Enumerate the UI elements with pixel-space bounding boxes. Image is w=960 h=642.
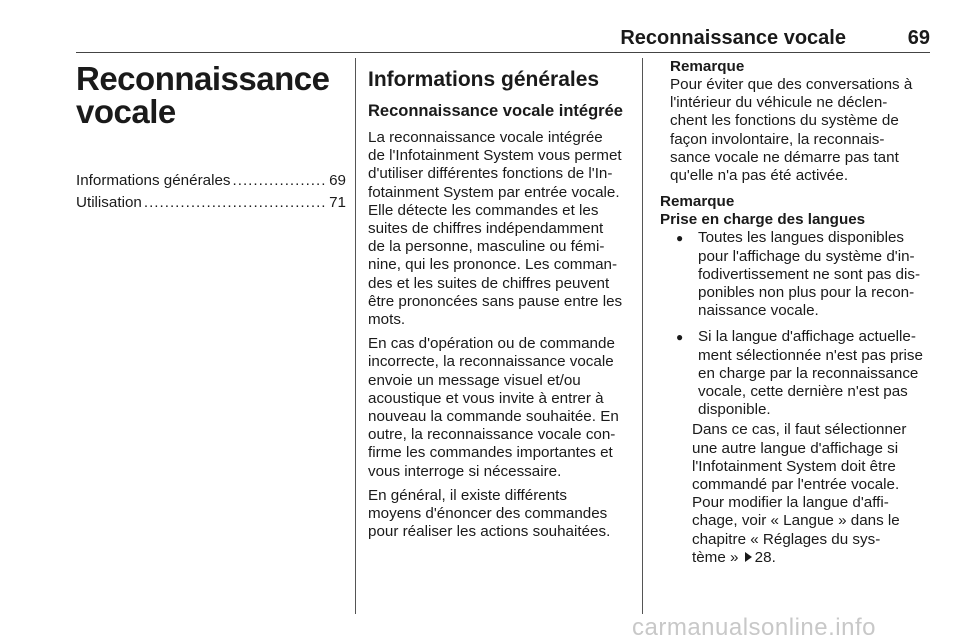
section-title: Informations générales [368,68,600,91]
watermark: carmanualsonline.info [632,614,876,641]
body-paragraph: La reconnaissance vocale intégrée de l'Infotainment System vous permet d'utiliser différentes fonctions de l'In- fotainment System par entrée vocale. Elle détecte les commandes et les suites de chiffres indépendamment de la personne, masculine ou fémi- nine, qui les prononce. Les comman- des et les suites de chiffres peuvent être prononcées sans pause entre les mots. [368,129,623,329]
note-subheading: Prise en charge des langues [660,211,866,229]
running-header-title: Reconnaissance vocale [620,27,846,49]
toc-entry-page: 71 [329,194,346,211]
middle-column [368,58,635,547]
bullet-icon: ● [676,330,684,345]
left-column [76,58,346,216]
column-divider-2 [642,58,643,614]
right-column [660,58,932,575]
note-text: Pour éviter que des conversations à l'intérieur du véhicule ne déclen- chent les fonctions du système de façon involontaire, la reconnais- sance vocale ne démarre pas tant qu'elle n'a pas été activée. [670,76,913,185]
chapter-title: Reconnaissance vocale [76,60,330,130]
toc-leader-dots [233,172,328,190]
body-paragraph: En général, il existe différents moyens d'énoncer des commandes pour réaliser les actions souhaitées. [368,486,611,541]
note-block [670,58,932,185]
note-block-languages [660,193,932,567]
toc-entry[interactable] [76,194,346,216]
toc-entry-page: 69 [329,172,346,189]
header-divider [76,52,930,53]
bullet-text: Toutes les langues disponibles pour l'affichage du système d'in- fodivertissement ne sont pas dis- ponibles non plus pour la recon- naissance vocale. [698,229,921,320]
bullet-item [670,328,932,419]
table-of-contents [76,172,346,216]
bullet-text: Si la langue d'affichage actuelle- ment sélectionnée n'est pas prise en charge par la reconnaissance vocale, cette dernière n'est pas disponible. [698,328,923,419]
page-number: 69 [907,27,930,49]
page-reference-link[interactable]: 28. [754,548,776,566]
toc-entry-label: Utilisation [76,194,142,211]
bullet-icon: ● [676,231,684,246]
column-divider-1 [355,58,356,614]
toc-entry-label: Informations générales [76,172,231,189]
body-paragraph: En cas d'opération ou de commande incorrecte, la reconnaissance vocale envoie un message visuel et/ou acoustique et vous invite à entrer à nouveau la commande souhaitée. En outre, la reconnaissance vocale con- firme les commandes importantes et vous interroge si nécessaire. [368,335,619,480]
bullet-continuation [670,421,932,567]
note-label: Remarque [670,58,745,75]
toc-entry[interactable] [76,172,346,194]
bullet-item [670,229,932,320]
page-reference-arrow-icon [745,552,752,562]
subsection-title: Reconnaissance vocale intégrée [368,102,623,120]
bullet-continuation-text: Dans ce cas, il faut sélectionner une autre langue d'affichage si l'Infotainment System doit être commandé par l'entrée vocale. Pour modifier la langue d'affi- chage, voir « Langue » dans le chapitre « Réglages du sys- tème » [692,421,907,566]
note-label: Remarque [660,193,735,211]
toc-leader-dots [144,194,327,212]
